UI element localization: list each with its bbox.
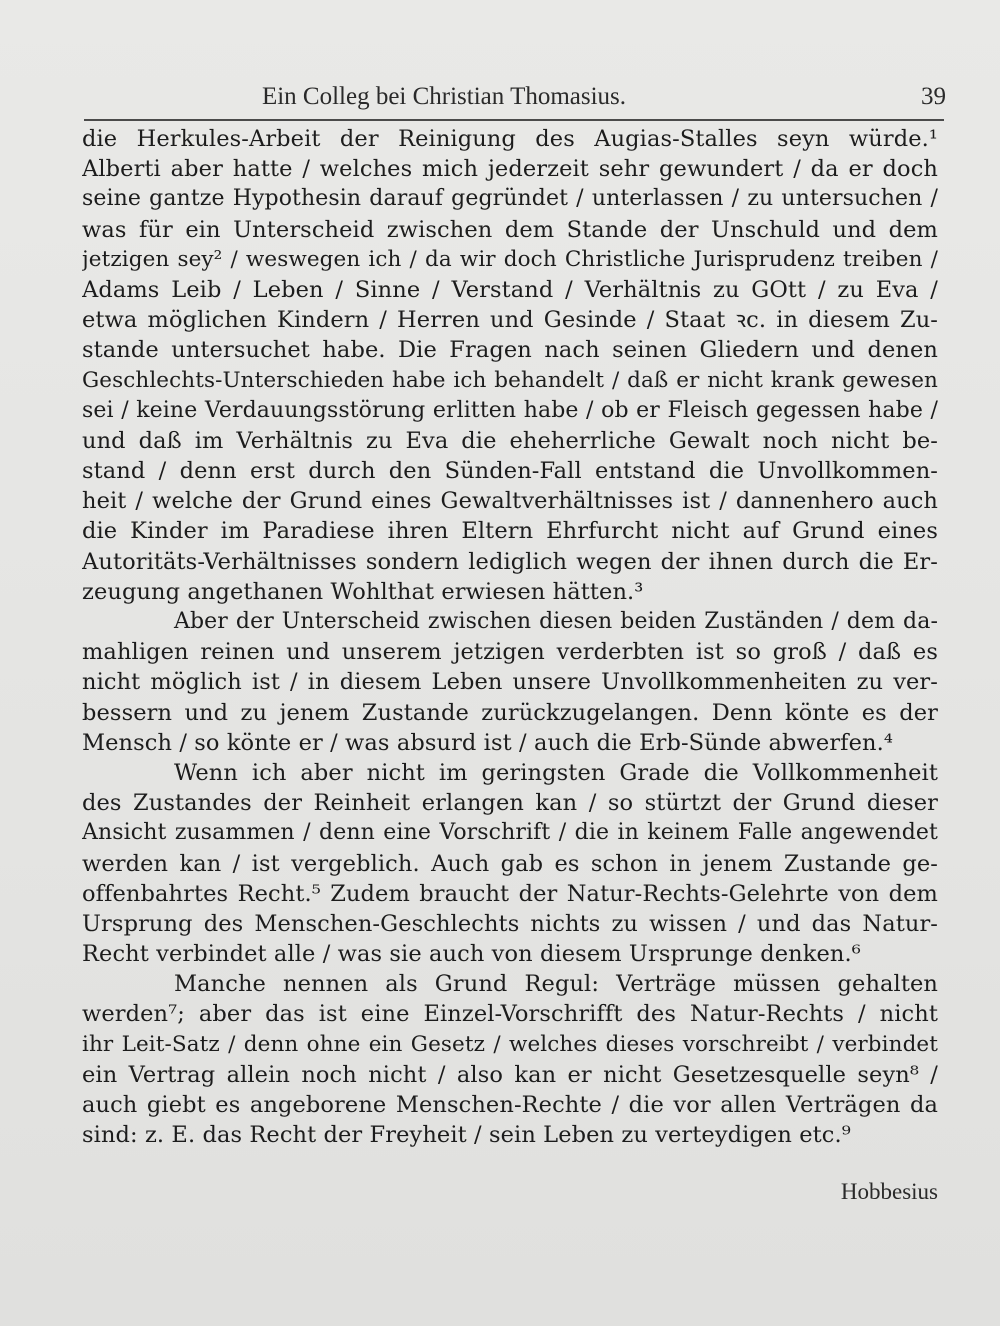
text-line: etwa möglichen Kindern / Herren und Gesinde / Staat ꝛc. in diesem Zu-: [82, 307, 938, 334]
text-line: Aber der Unterscheid zwischen diesen beiden Zuständen / dem da-: [174, 609, 938, 634]
text-line: offenbahrtes Recht.⁵ Zudem braucht der Natur-Rechts-Gelehrte von dem: [82, 880, 938, 907]
catchword: Hobbesius: [840, 1179, 938, 1204]
text-line: zeugung angethanen Wohlthat erwiesen hätten.³: [82, 578, 644, 605]
text-line: bessern und zu jenem Zustande zurückzugelangen. Denn könte es der: [82, 699, 938, 726]
text-line: Geschlechts-Unterschieden habe ich behandelt / daß er nicht krank gewesen: [82, 367, 938, 393]
text-line: die Herkules-Arbeit der Reinigung des Augias-Stalles seyn würde.¹: [82, 126, 938, 152]
text-line: Wenn ich aber nicht im geringsten Grade die Vollkommenheit: [174, 759, 938, 786]
text-line: werden kan / ist vergeblich. Auch gab es schon in jenem Zustande ge-: [82, 850, 938, 877]
text-line: ihr Leit-Satz / denn ohne ein Gesetz / welches dieses vorschreibt / verbindet: [82, 1031, 938, 1057]
text-line: auch giebt es angeborene Menschen-Rechte / die vor allen Verträgen da: [82, 1092, 938, 1118]
text-line: Manche nennen als Grund Regul: Verträge müssen gehalten: [174, 971, 938, 998]
text-line: Autoritäts-Verhältnisses sondern lediglich wegen der ihnen durch die Er-: [82, 548, 938, 575]
running-title: Ein Colleg bei Christian Thomasius.: [261, 83, 627, 110]
text-line: des Zustandes der Reinheit erlangen kan / so stürtzt der Grund dieser: [82, 790, 938, 817]
running-head: [84, 80, 946, 114]
text-line: mahligen reinen und unserem jetzigen verderbten ist so groß / daß es: [82, 639, 938, 666]
header-rule: [84, 119, 944, 121]
text-line: ein Vertrag allein noch nicht / also kan er nicht Gesetzesquelle seyn⁸ /: [82, 1061, 938, 1088]
text-line: nicht möglich ist / in diesem Leben unsere Unvollkommenheiten zu ver-: [82, 669, 938, 696]
text-line: sind: z. E. das Recht der Freyheit / sein Leben zu verteydigen etc.⁹: [82, 1122, 851, 1149]
body-text: [82, 124, 938, 1150]
text-line: Ursprung des Menschen-Geschlechts nichts zu wissen / und das Natur-: [82, 910, 938, 937]
text-line: Adams Leib / Leben / Sinne / Verstand / Verhältnis zu GOtt / zu Eva /: [82, 276, 938, 303]
text-line: Alberti aber hatte / welches mich jederzeit sehr gewundert / da er doch: [82, 156, 938, 183]
text-line: die Kinder im Paradiese ihren Eltern Ehrfurcht nicht auf Grund eines: [82, 518, 938, 545]
text-line: Recht verbindet alle / was sie auch von diesem Ursprunge denken.⁶: [82, 941, 861, 968]
text-line: stand / denn erst durch den Sünden-Fall entstand die Unvollkommen-: [82, 458, 938, 485]
text-line: sei / keine Verdauungsstörung erlitten habe / ob er Fleisch gegessen habe /: [82, 397, 938, 423]
text-line: werden⁷; aber das ist eine Einzel-Vorschrifft des Natur-Rechts / nicht: [82, 1001, 938, 1028]
text-line: und daß im Verhältnis zu Eva die eheherrliche Gewalt noch nicht be-: [82, 427, 938, 454]
text-line: Mensch / so könte er / was absurd ist / auch die Erb-Sünde abwerfen.⁴: [82, 729, 893, 756]
text-line: stande untersuchet habe. Die Fragen nach seinen Gliedern und denen: [82, 337, 938, 364]
text-line: seine gantze Hypothesin darauf gegründet / unterlassen / zu untersuchen /: [82, 186, 938, 212]
text-line: heit / welche der Grund eines Gewaltverhältnisses ist / dannenhero auch: [82, 488, 938, 515]
text-line: was für ein Unterscheid zwischen dem Stande der Unschuld und dem: [82, 216, 938, 243]
page-number: 39: [921, 83, 946, 110]
text-line: jetzigen sey² / weswegen ich / da wir doch Christliche Jurisprudenz treiben /: [82, 246, 938, 272]
text-line: Ansicht zusammen / denn eine Vorschrift / die in keinem Falle angewendet: [82, 820, 938, 846]
